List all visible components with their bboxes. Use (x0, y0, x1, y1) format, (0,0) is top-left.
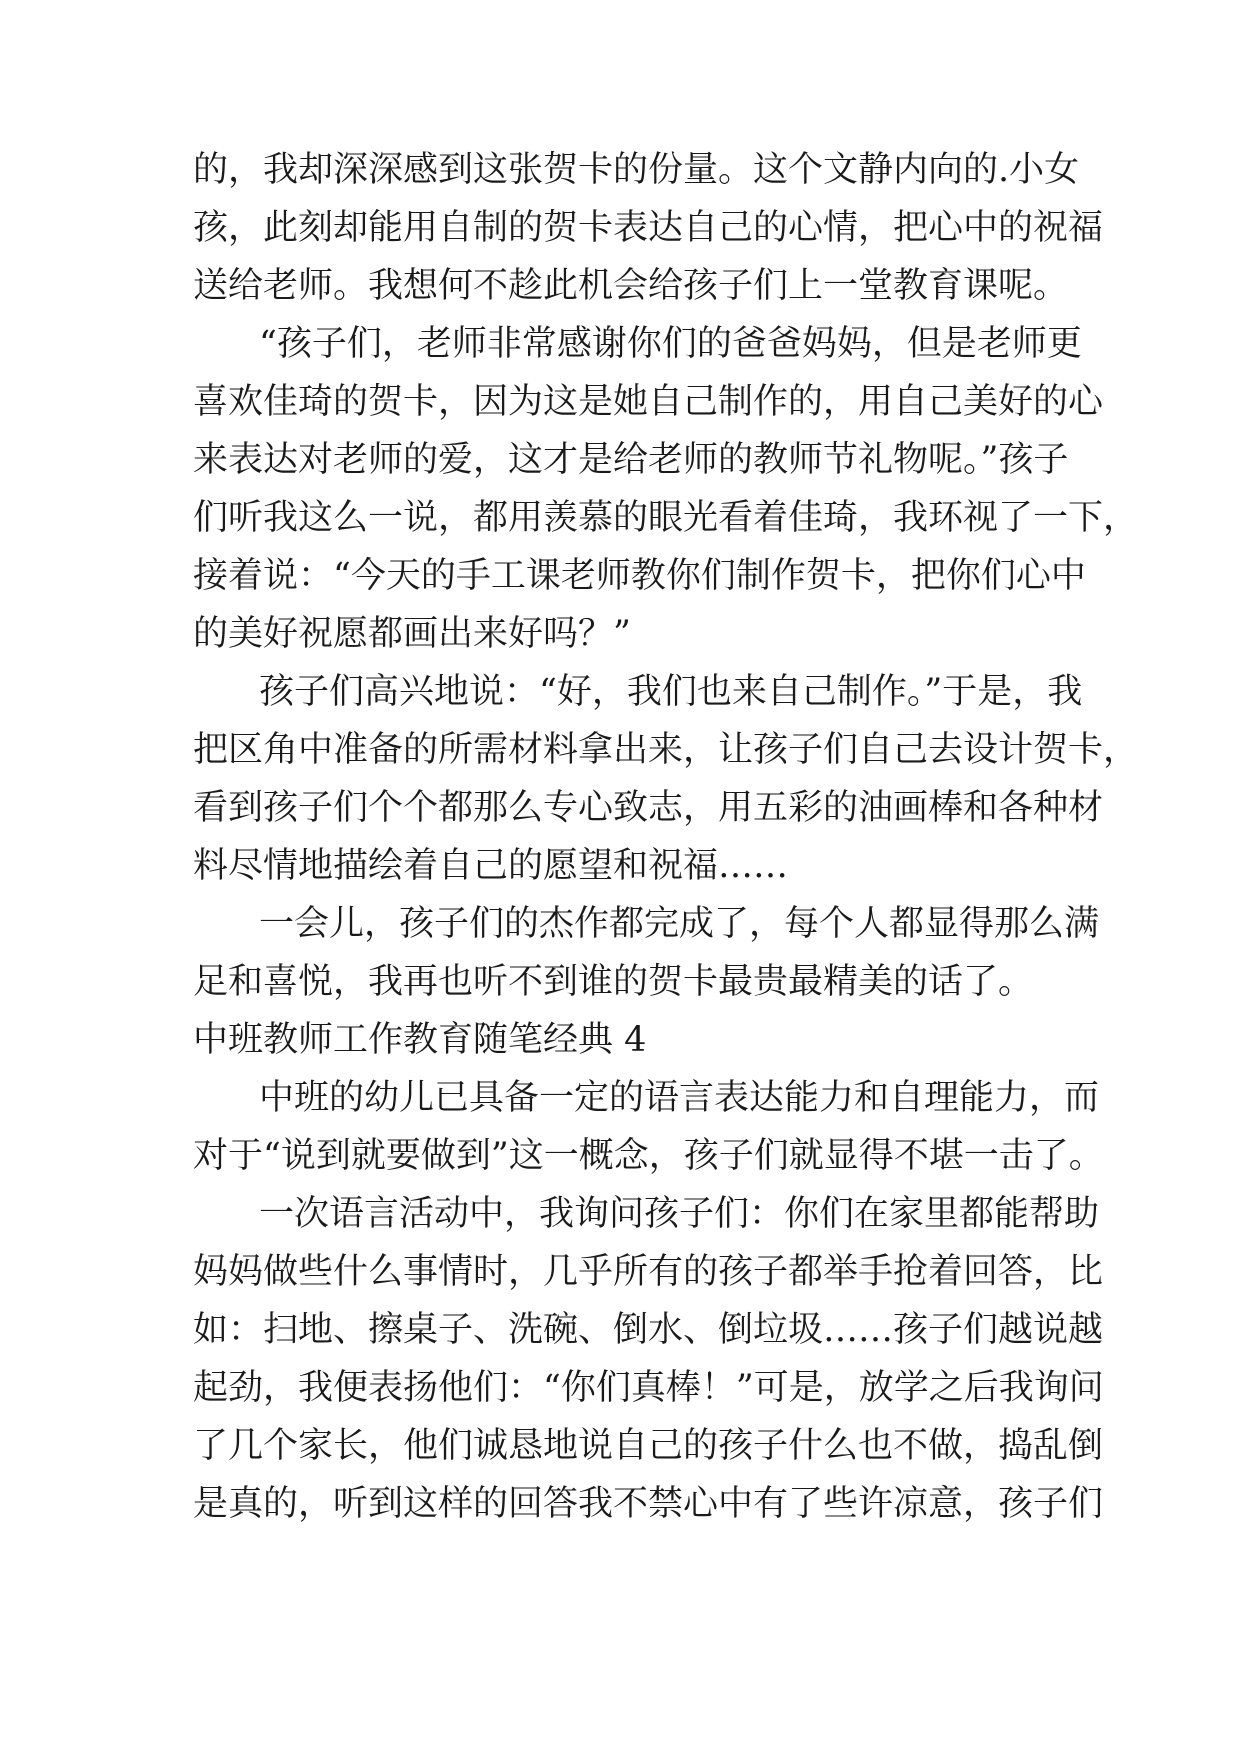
paragraph-line: 了几个家长，他们诚恳地说自己的孩子什么也不做，捣乱倒 (193, 1426, 1104, 1466)
paragraph-line: 的，我却深深感到这张贺卡的份量。这个文静内向的.小女 (193, 150, 1080, 190)
paragraph-line: 们听我这么一说，都用羡慕的眼光看着佳琦，我环视了一下， (193, 498, 1139, 538)
paragraph-line: 如：扫地、擦桌子、洗碗、倒水、倒垃圾……孩子们越说越 (193, 1310, 1104, 1350)
paragraph-line: 是真的，听到这样的回答我不禁心中有了些许凉意，孩子们 (193, 1484, 1104, 1524)
paragraph-line: 的美好祝愿都画出来好吗？” (193, 614, 631, 654)
paragraph-line: 看到孩子们个个都那么专心致志，用五彩的油画棒和各种材 (193, 788, 1104, 828)
paragraph-line: 把区角中准备的所需材料拿出来，让孩子们自己去设计贺卡， (193, 730, 1139, 770)
paragraph-line: 起劲，我便表扬他们：“你们真棒！”可是，放学之后我询问 (193, 1368, 1104, 1408)
paragraph-line: 喜欢佳琦的贺卡，因为这是她自己制作的，用自己美好的心 (193, 382, 1104, 422)
paragraph-line: “孩子们，老师非常感谢你们的爸爸妈妈，但是老师更 (259, 324, 1082, 364)
paragraph-line: 孩子们高兴地说：“好，我们也来自己制作。”于是，我 (259, 672, 1083, 712)
paragraph-line: 一次语言活动中，我询问孩子们：你们在家里都能帮助 (259, 1194, 1100, 1234)
paragraph-line: 接着说：“今天的手工课老师教你们制作贺卡，把你们心中 (193, 556, 1086, 596)
paragraph-line: 中班的幼儿已具备一定的语言表达能力和自理能力，而 (259, 1078, 1100, 1118)
paragraph-line: 孩，此刻却能用自制的贺卡表达自己的心情，把心中的祝福 (193, 208, 1104, 248)
paragraph-line: 妈妈做些什么事情时，几乎所有的孩子都举手抢着回答，比 (193, 1252, 1104, 1292)
section-heading: 中班教师工作教育随笔经典 4 (193, 1020, 647, 1060)
paragraph-line: 来表达对老师的爱，这才是给老师的教师节礼物呢。”孩子 (193, 440, 1069, 480)
paragraph-line: 料尽情地描绘着自己的愿望和祝福…… (193, 846, 789, 886)
paragraph-line: 一会儿，孩子们的杰作都完成了，每个人都显得那么满 (259, 904, 1100, 944)
paragraph-line: 足和喜悦，我再也听不到谁的贺卡最贵最精美的话了。 (193, 962, 1034, 1002)
paragraph-line: 送给老师。我想何不趁此机会给孩子们上一堂教育课呢。 (193, 266, 1069, 306)
paragraph-line: 对于“说到就要做到”这一概念，孩子们就显得不堪一击了。 (193, 1136, 1104, 1176)
